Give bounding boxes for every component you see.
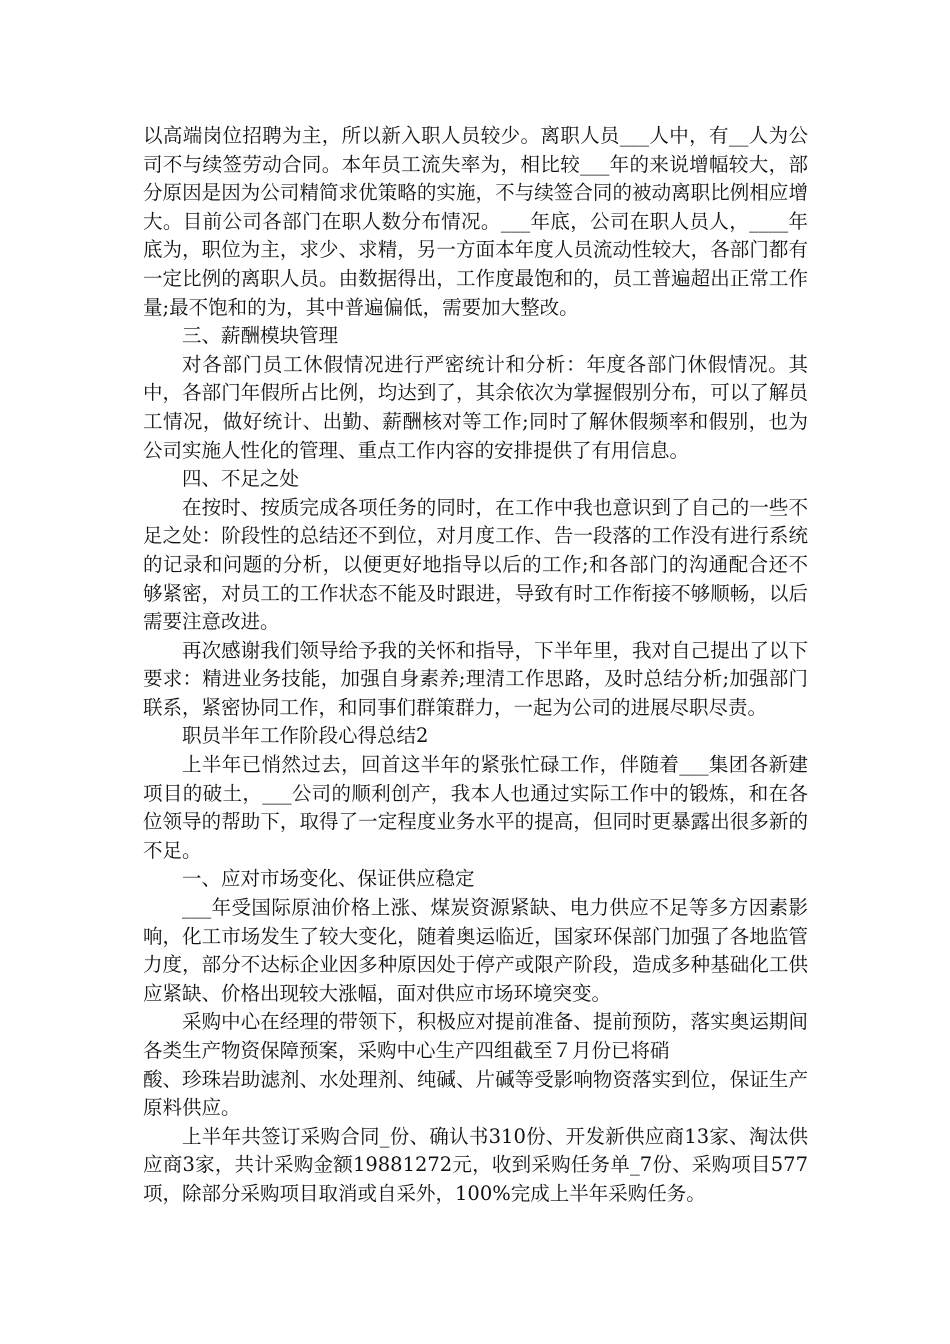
heading-summary-2: 职员半年工作阶段心得总结2 <box>182 724 429 748</box>
document-page <box>143 122 808 1209</box>
paragraph-procurement-continuation: 酸、珍珠岩助滤剂、水处理剂、纯碱、片碱等受影响物资落实到位，保证生产原料供应。 <box>143 1067 808 1120</box>
paragraph-procurement-totals: 上半年共签订采购合同_份、确认书310份、开发新供应商13家、淘汰供应商3家，共计采购金额19881272元，收到采购任务单_7份、采购项目577项，除部分采购项目取消或自采外，100%完成上半年采购任务。 <box>143 1124 808 1205</box>
paragraph-thanks: 再次感谢我们领导给予我的关怀和指导，下半年里，我对自己提出了以下要求：精进业务技能，加强自身素养;理清工作思路，及时总结分析;加强部门联系，紧密协同工作，和同事们群策群力，一起为公司的进展尽职尽责。 <box>143 638 808 719</box>
heading-salary-module: 三、薪酬模块管理 <box>182 324 339 348</box>
paragraph-market-changes: ___年受国际原油价格上涨、煤炭资源紧缺、电力供应不足等多方因素影响，化工市场发生了较大变化，随着奥运临近，国家环保部门加强了各地监管力度，部分不达标企业因多种原因处于停产或限产阶段，造成多种基础化工供应紧缺、价格出现较大涨幅，面对供应市场环境突变。 <box>143 896 808 1005</box>
paragraph-staffing-continuation: 以高端岗位招聘为主，所以新入职人员较少。离职人员___人中，有__人为公司不与续签劳动合同。本年员工流失率为，相比较___年的来说增幅较大，部分原因是因为公司精简求优策略的实施，不与续签合同的被动离职比例相应增大。目前公司各部门在职人数分布情况。___年底，公司在职人员人，____年底为，职位为主，求少、求精，另一方面本年度人员流动性较大，各部门都有一定比例的离职人员。由数据得出，工作度最饱和的，员工普遍超出正常工作量;最不饱和的为，其中普遍偏低，需要加大整改。 <box>143 124 808 319</box>
paragraph-procurement-center: 采购中心在经理的带领下，积极应对提前准备、提前预防，落实奥运期间各类生产物资保障预案，采购中心生产四组截至７月份已将硝 <box>143 1010 808 1062</box>
paragraph-half-year-intro: 上半年已悄然过去，回首这半年的紧张忙碌工作，伴随着___集团各新建项目的破土，___公司的顺利创产，我本人也通过实际工作中的锻炼，和在各位领导的帮助下，取得了一定程度业务水平的提高，但同时更暴露出很多新的不足。 <box>143 753 808 862</box>
paragraph-shortcomings: 在按时、按质完成各项任务的同时，在工作中我也意识到了自己的一些不足之处：阶段性的总结还不到位，对月度工作、告一段落的工作没有进行系统的记录和问题的分析，以便更好地指导以后的工作;和各部门的沟通配合还不够紧密，对员工的工作状态不能及时跟进，导致有时工作衔接不够顺畅，以后需要注意改进。 <box>143 495 808 634</box>
paragraph-leave-statistics: 对各部门员工休假情况进行严密统计和分析：年度各部门休假情况。其中，各部门年假所占比例，均达到了，其余依次为掌握假别分布，可以了解员工情况，做好统计、出勤、薪酬核对等工作;同时了解休假频率和假别，也为公司实施人性化的管理、重点工作内容的安排提供了有用信息。 <box>143 352 808 462</box>
heading-market-response: 一、应对市场变化、保证供应稳定 <box>182 867 475 891</box>
heading-shortcomings: 四、不足之处 <box>182 467 300 491</box>
